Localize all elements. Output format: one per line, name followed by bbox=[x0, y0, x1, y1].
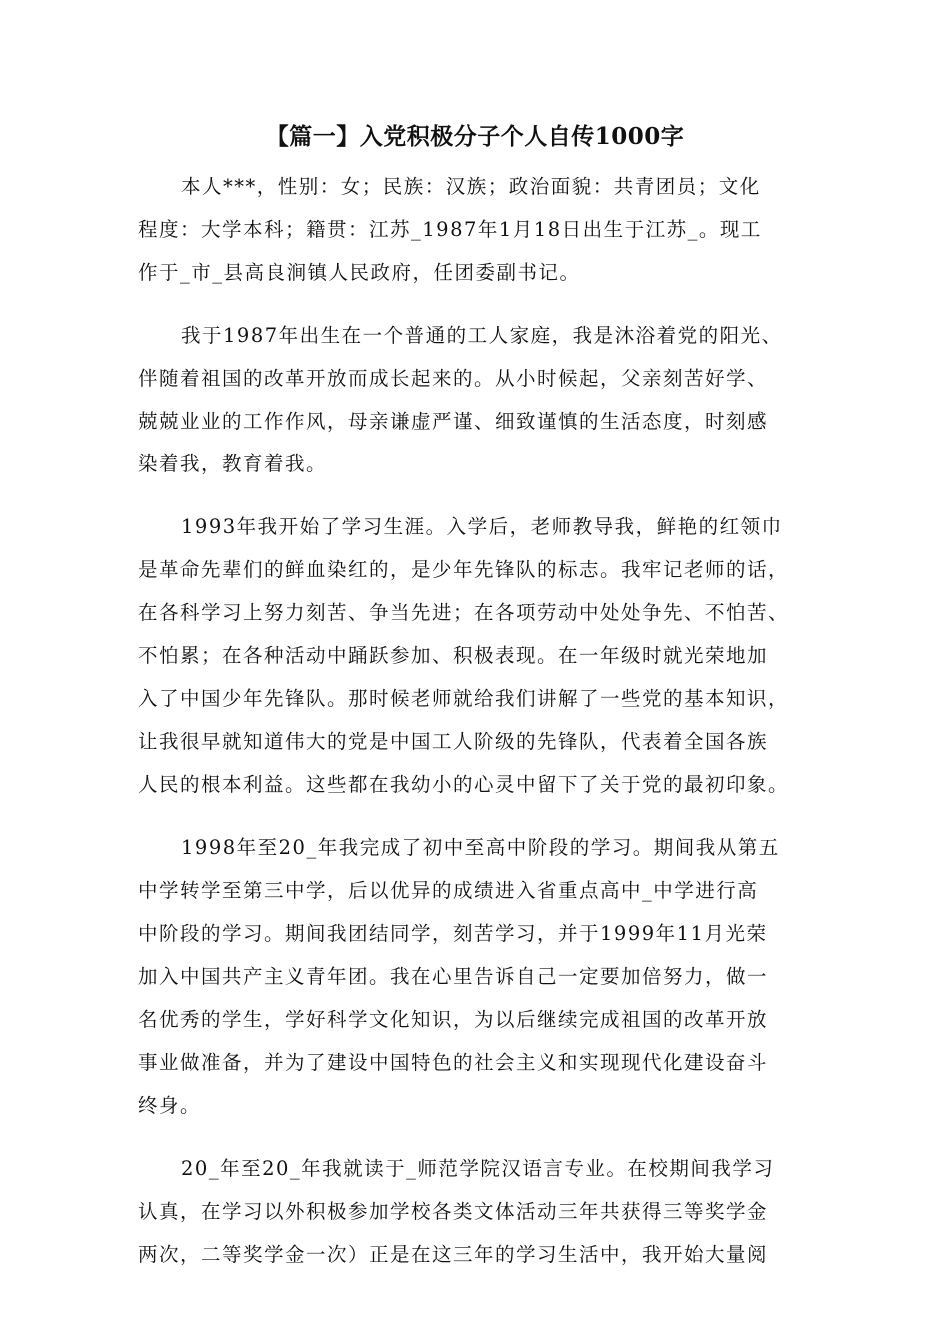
paragraph-3-line-6: 让我很早就知道伟大的党是中国工人阶级的先锋队，代表着全国各族 bbox=[138, 730, 769, 753]
paragraph-1-line-3: 作于_市_县高良涧镇人民政府，任团委副书记。 bbox=[138, 261, 581, 284]
paragraph-1-line-1: 本人***，性别：女；民族：汉族；政治面貌：共青团员；文化 bbox=[181, 175, 761, 198]
paragraph-2-line-4: 染着我，教育着我。 bbox=[138, 452, 328, 475]
paragraph-5-line-1: 20_年至20_年我就读于_师范学院汉语言专业。在校期间我学习 bbox=[181, 1157, 775, 1180]
paragraph-5-line-2: 认真，在学习以外积极参加学校各类文体活动三年共获得三等奖学金 bbox=[138, 1200, 769, 1223]
paragraph-3-line-4: 不怕累；在各种活动中踊跃参加、积极表现。在一年级时就光荣地加 bbox=[138, 644, 769, 667]
paragraph-3-line-7: 人民的根本利益。这些都在我幼小的心灵中留下了关于党的最初印象。 bbox=[138, 773, 790, 796]
paragraph-3-line-3: 在各科学习上努力刻苦、争当先进；在各项劳动中处处争先、不怕苦、 bbox=[138, 601, 790, 624]
paragraph-1-line-2: 程度：大学本科；籍贯：江苏_1987年1月18日出生于江苏_。现工 bbox=[138, 218, 762, 241]
paragraph-2-line-1: 我于1987年出生在一个普通的工人家庭，我是沐浴着党的阳光、 bbox=[181, 324, 783, 347]
paragraph-4-line-6: 事业做准备，并为了建设中国特色的社会主义和实现现代化建设奋斗 bbox=[138, 1051, 769, 1074]
paragraph-2-line-2: 伴随着祖国的改革开放而成长起来的。从小时候起，父亲刻苦好学、 bbox=[138, 367, 769, 390]
paragraph-3-line-1: 1993年我开始了学习生涯。入学后，老师教导我，鲜艳的红领巾 bbox=[181, 515, 783, 538]
paragraph-3-line-5: 入了中国少年先锋队。那时候老师就给我们讲解了一些党的基本知识， bbox=[138, 687, 790, 710]
paragraph-3-line-2: 是革命先辈们的鲜血染红的，是少年先锋队的标志。我牢记老师的话， bbox=[138, 558, 790, 581]
paragraph-2-line-3: 兢兢业业的工作作风，母亲谦虚严谨、细致谨慎的生活态度，时刻感 bbox=[138, 410, 769, 433]
paragraph-4-line-4: 加入中国共产主义青年团。我在心里告诉自己一定要加倍努力，做一 bbox=[138, 965, 769, 988]
paragraph-4-line-3: 中阶段的学习。期间我团结同学，刻苦学习，并于1999年11月光荣 bbox=[138, 922, 768, 945]
paragraph-5-line-3: 两次，二等奖学金一次）正是在这三年的学习生活中，我开始大量阅 bbox=[138, 1243, 769, 1266]
document-title: 【篇一】入党积极分子个人自传1000字 bbox=[265, 123, 685, 150]
paragraph-4-line-7: 终身。 bbox=[138, 1094, 202, 1117]
paragraph-4-line-2: 中学转学至第三中学，后以优异的成绩进入省重点高中_中学进行高 bbox=[138, 879, 759, 902]
paragraph-4-line-5: 名优秀的学生，学好科学文化知识，为以后继续完成祖国的改革开放 bbox=[138, 1008, 769, 1031]
paragraph-4-line-1: 1998年至20_年我完成了初中至高中阶段的学习。期间我从第五 bbox=[181, 836, 780, 859]
